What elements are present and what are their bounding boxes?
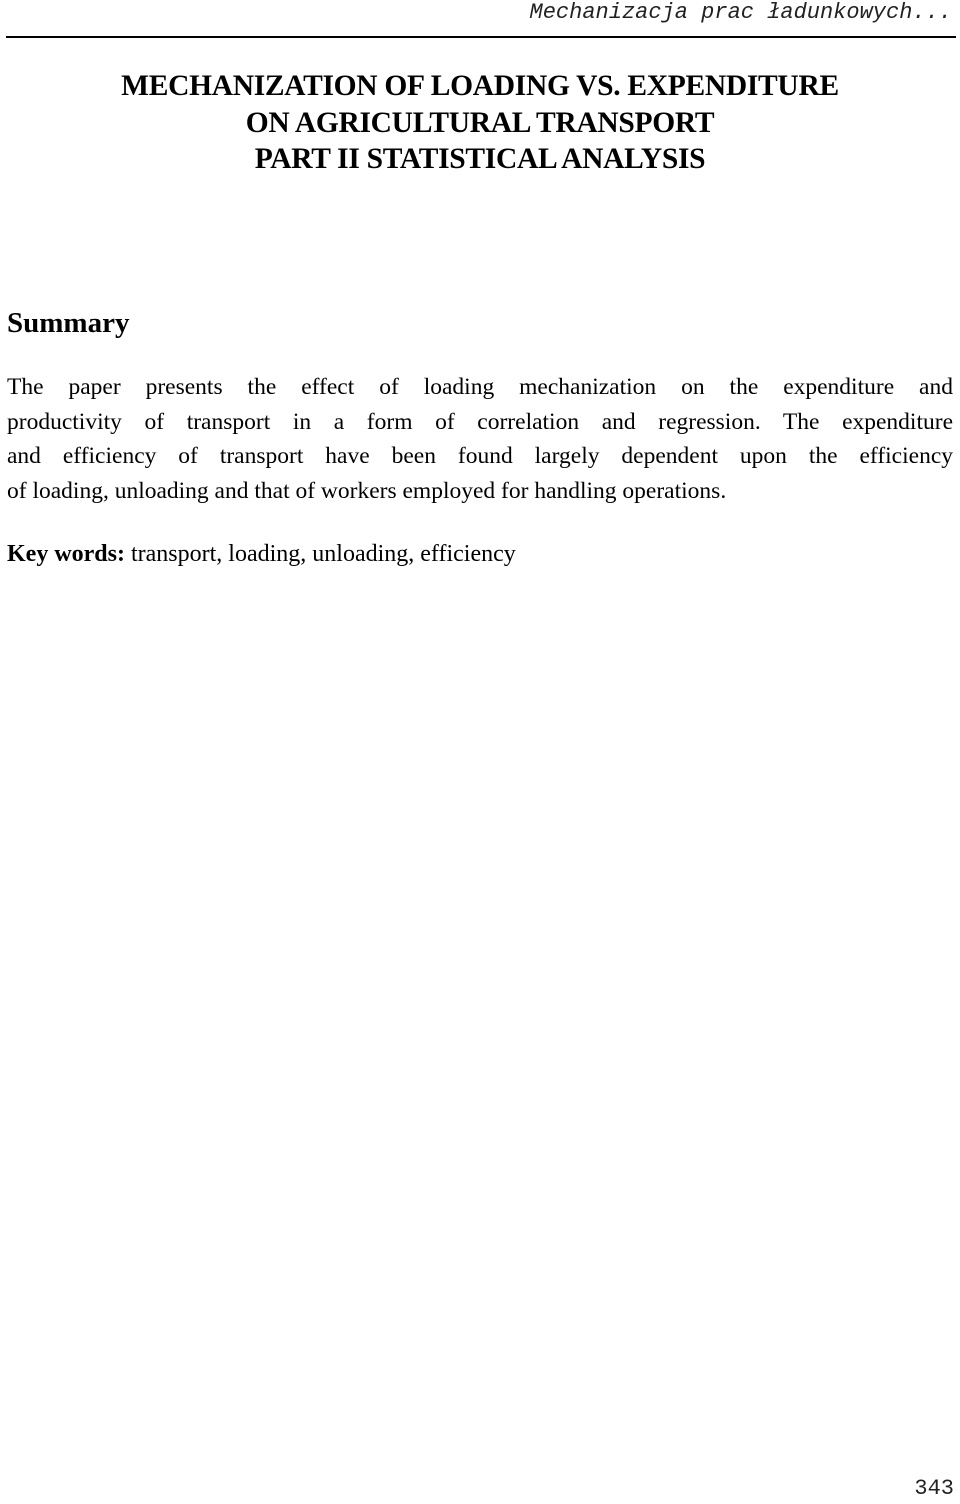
header-rule bbox=[6, 36, 956, 38]
paper-title bbox=[0, 68, 960, 178]
summary-line-4: of loading, unloading and that of workers employed for handling operations. bbox=[7, 477, 727, 504]
title-line-3: PART II STATISTICAL ANALYSIS bbox=[254, 143, 706, 175]
page-number: 343 bbox=[914, 1476, 954, 1501]
summary-line-3: and efficiency of transport have been found largely dependent upon the efficiency bbox=[7, 443, 953, 469]
summary-text bbox=[7, 370, 953, 508]
title-line-2: ON AGRICULTURAL TRANSPORT bbox=[245, 106, 715, 139]
title-line-1: MECHANIZATION OF LOADING VS. EXPENDITURE bbox=[121, 70, 839, 102]
summary-heading: Summary bbox=[7, 307, 130, 339]
running-header: Mechanizacja prac ładunkowych... bbox=[529, 0, 952, 25]
summary-line-1: The paper presents the effect of loading mechanization on the expenditure and bbox=[7, 374, 953, 400]
summary-line-2: productivity of transport in a form of correlation and regression. The expenditure bbox=[7, 408, 953, 435]
keywords-text: transport, loading, unloading, efficiency bbox=[124, 541, 516, 567]
keywords-label: Key words: bbox=[7, 541, 125, 567]
keywords bbox=[7, 536, 516, 572]
